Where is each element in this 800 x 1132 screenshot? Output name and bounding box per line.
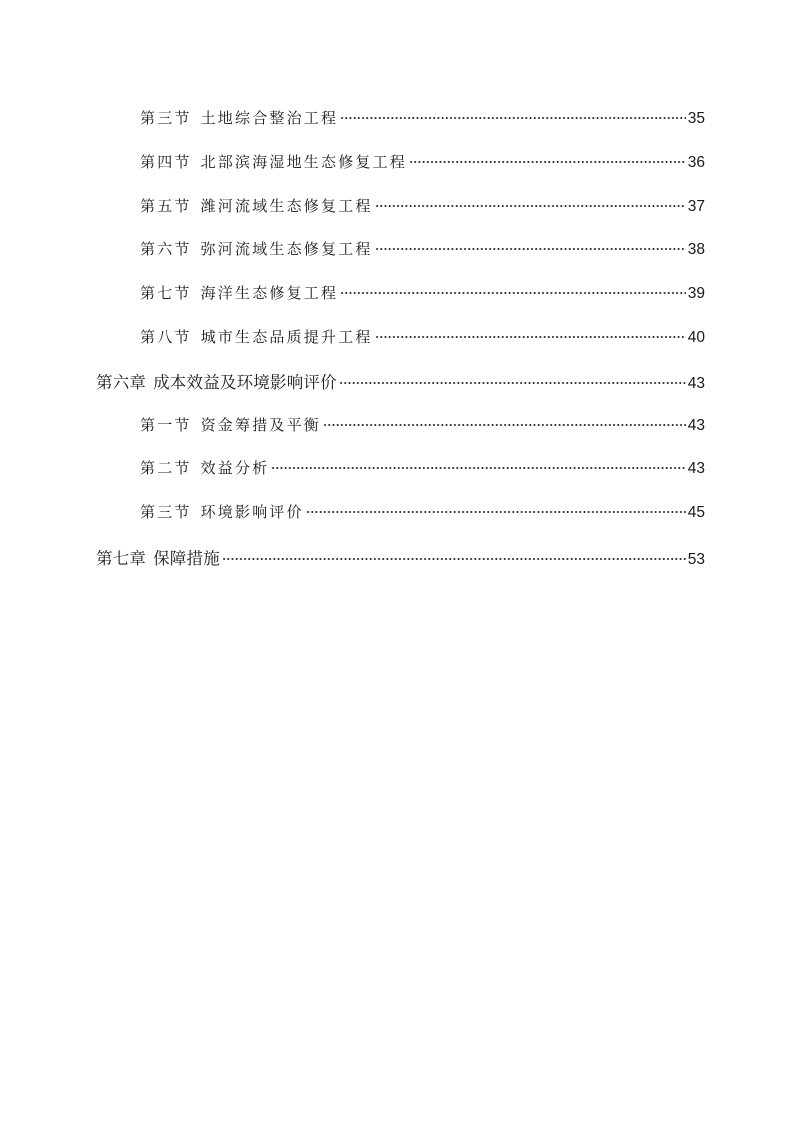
toc-page-number: 38 [687,241,705,258]
toc-section-title: 北部滨海湿地生态修复工程 [200,153,408,171]
toc-entry-section[interactable] [140,107,705,131]
toc-section-title: 弥河流域生态修复工程 [200,240,373,258]
toc-section-number: 第三节 [140,503,192,521]
dot-leader [306,510,686,514]
dot-leader [271,466,685,470]
toc-entry-section[interactable] [140,414,705,438]
toc-page-number: 35 [687,110,705,127]
toc-section-number: 第一节 [140,416,192,434]
toc-section-number: 第四节 [140,153,192,171]
toc-section-number: 第三节 [140,109,192,127]
toc-chapter-title: 成本效益及环境影响评价 [153,373,337,392]
dot-leader [339,381,686,385]
toc-section-number: 第七节 [140,284,192,302]
dot-leader [340,116,686,120]
toc-section-title: 潍河流域生态修复工程 [200,197,373,215]
dot-leader [222,557,686,561]
toc-chapter-title: 保障措施 [153,549,220,568]
toc-section-number: 第八节 [140,328,192,346]
toc-entry-chapter[interactable] [96,369,705,393]
toc-entry-section[interactable] [140,282,705,306]
toc-entry-chapter[interactable] [96,545,705,569]
toc-section-title: 环境影响评价 [200,503,304,521]
toc-page-number: 36 [687,154,705,171]
toc-page-number: 43 [687,460,705,477]
toc-chapter-number: 第七章 [96,549,147,568]
dot-leader [340,291,686,295]
toc-page-number: 40 [687,329,705,346]
toc-section-number: 第六节 [140,240,192,258]
toc-entry-section[interactable] [140,238,705,262]
dot-leader [375,247,686,251]
toc-page-number: 43 [687,417,705,434]
toc-section-number: 第五节 [140,197,192,215]
toc-page-number: 45 [687,504,705,521]
toc-page-number: 53 [687,551,705,568]
toc-page-number: 37 [687,198,705,215]
toc-entry-section[interactable] [140,501,705,525]
toc-entry-section[interactable] [140,151,705,175]
toc-entry-section[interactable] [140,195,705,219]
dot-leader [375,204,686,208]
toc-section-number: 第二节 [140,459,192,477]
dot-leader [323,423,686,427]
dot-leader [375,335,686,339]
toc-section-title: 海洋生态修复工程 [200,284,339,302]
toc-chapter-number: 第六章 [96,373,147,392]
toc-section-title: 土地综合整治工程 [200,109,339,127]
dot-leader [409,160,686,164]
toc-entry-section[interactable] [140,457,705,481]
toc-section-title: 城市生态品质提升工程 [200,328,373,346]
toc-entry-section[interactable] [140,326,705,350]
toc-section-title: 资金筹措及平衡 [200,416,322,434]
toc-page-number: 39 [687,285,705,302]
toc-page-number: 43 [687,375,705,392]
toc-section-title: 效益分析 [200,459,270,477]
